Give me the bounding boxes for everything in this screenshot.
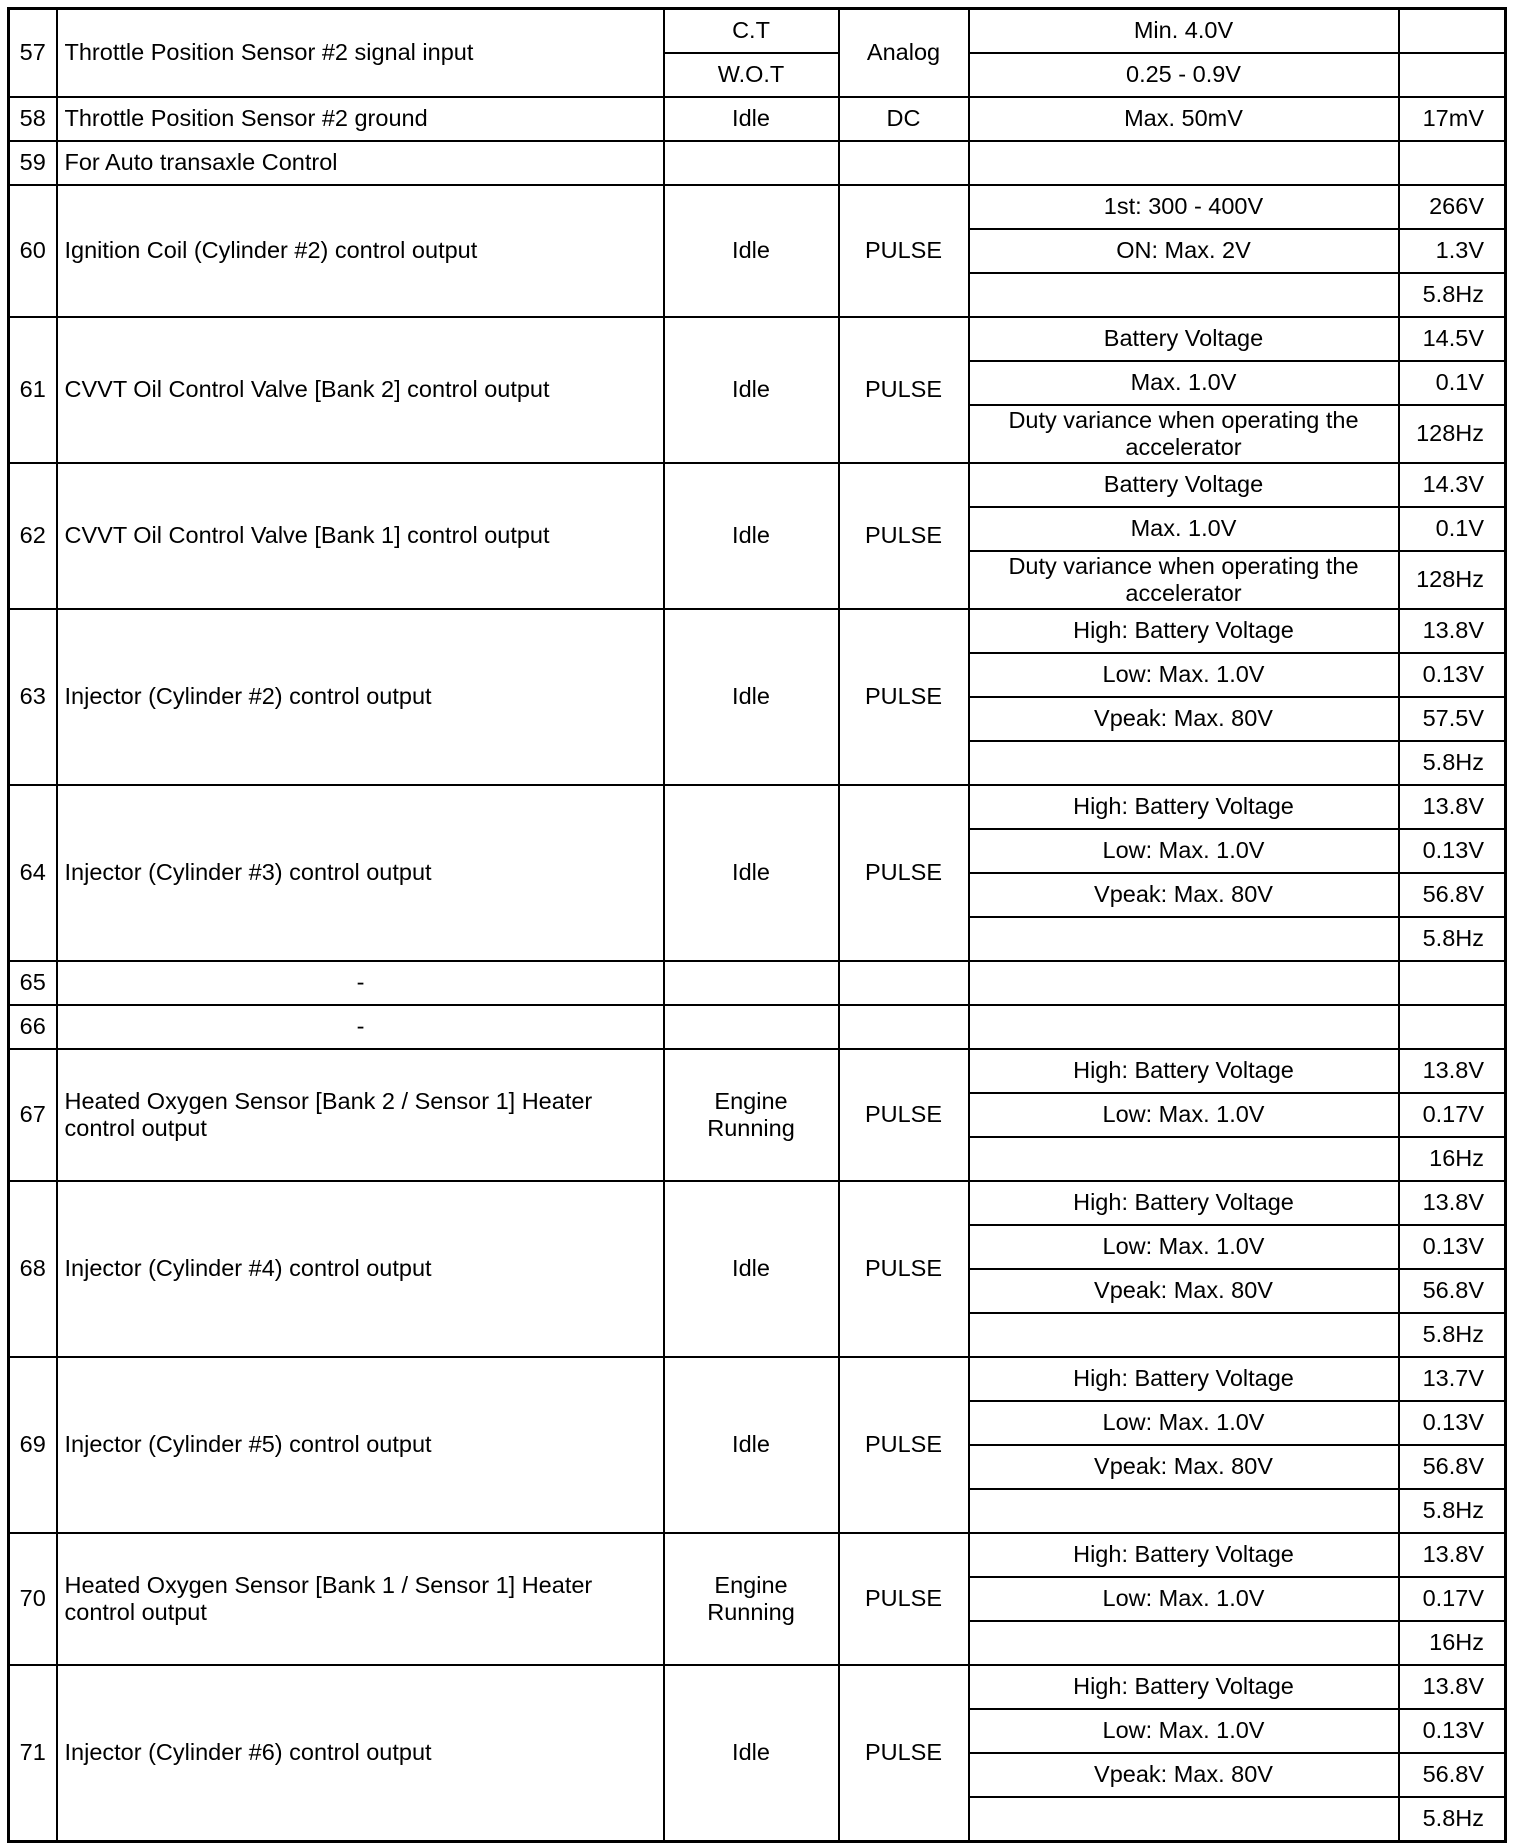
measured-cell: 57.5V xyxy=(1399,697,1506,741)
measured-cell: 0.13V xyxy=(1399,829,1506,873)
pin-number-cell: 62 xyxy=(9,463,57,609)
table-row xyxy=(9,1357,1506,1401)
measured-cell: 5.8Hz xyxy=(1399,1489,1506,1533)
description-cell: CVVT Oil Control Valve [Bank 2] control output xyxy=(57,317,664,463)
measured-cell: 13.7V xyxy=(1399,1357,1506,1401)
spec-cell: Max. 1.0V xyxy=(969,361,1399,405)
pin-number-cell: 66 xyxy=(9,1005,57,1049)
measured-cell: 0.1V xyxy=(1399,361,1506,405)
spec-cell xyxy=(969,1137,1399,1181)
measured-cell: 14.5V xyxy=(1399,317,1506,361)
pin-number-cell: 60 xyxy=(9,185,57,317)
measured-cell: 0.13V xyxy=(1399,1401,1506,1445)
description-cell: Throttle Position Sensor #2 ground xyxy=(57,97,664,141)
spec-cell: ON: Max. 2V xyxy=(969,229,1399,273)
measured-cell: 266V xyxy=(1399,185,1506,229)
pin-number-cell: 59 xyxy=(9,141,57,185)
spec-cell: Vpeak: Max. 80V xyxy=(969,873,1399,917)
measured-cell: 13.8V xyxy=(1399,1181,1506,1225)
table-row xyxy=(9,9,1506,54)
measured-cell: 13.8V xyxy=(1399,785,1506,829)
table-row xyxy=(9,609,1506,653)
spec-cell: Vpeak: Max. 80V xyxy=(969,1445,1399,1489)
spec-cell xyxy=(969,917,1399,961)
measured-cell: 56.8V xyxy=(1399,1445,1506,1489)
condition-cell: Idle xyxy=(664,1665,839,1842)
spec-cell xyxy=(969,1489,1399,1533)
spec-cell: High: Battery Voltage xyxy=(969,1357,1399,1401)
type-cell: PULSE xyxy=(839,609,969,785)
spec-cell xyxy=(969,1005,1399,1049)
condition-cell: Idle xyxy=(664,1181,839,1357)
spec-cell: Low: Max. 1.0V xyxy=(969,1401,1399,1445)
pin-number-cell: 61 xyxy=(9,317,57,463)
spec-cell xyxy=(969,273,1399,317)
table-row xyxy=(9,1181,1506,1225)
condition-cell: Idle xyxy=(664,463,839,609)
spec-cell xyxy=(969,1797,1399,1842)
spec-cell xyxy=(969,1313,1399,1357)
type-cell xyxy=(839,961,969,1005)
measured-cell: 1.3V xyxy=(1399,229,1506,273)
spec-cell: Low: Max. 1.0V xyxy=(969,829,1399,873)
condition-cell xyxy=(664,961,839,1005)
measured-cell xyxy=(1399,961,1506,1005)
spec-cell: Low: Max. 1.0V xyxy=(969,653,1399,697)
spec-cell xyxy=(969,741,1399,785)
measured-cell: 13.8V xyxy=(1399,1665,1506,1709)
measured-cell: 5.8Hz xyxy=(1399,1797,1506,1842)
spec-cell: Battery Voltage xyxy=(969,463,1399,507)
condition-cell: Idle xyxy=(664,317,839,463)
table-row xyxy=(9,1049,1506,1093)
type-cell: DC xyxy=(839,97,969,141)
type-cell: PULSE xyxy=(839,463,969,609)
spec-cell: Duty variance when operating the accelerator xyxy=(969,551,1399,609)
pin-number-cell: 70 xyxy=(9,1533,57,1665)
table-row xyxy=(9,785,1506,829)
spec-cell: Low: Max. 1.0V xyxy=(969,1577,1399,1621)
measured-cell xyxy=(1399,53,1506,97)
spec-cell: High: Battery Voltage xyxy=(969,1665,1399,1709)
measured-cell: 14.3V xyxy=(1399,463,1506,507)
spec-cell: Vpeak: Max. 80V xyxy=(969,1753,1399,1797)
description-cell: Heated Oxygen Sensor [Bank 2 / Sensor 1] Heater control output xyxy=(57,1049,664,1181)
pin-number-cell: 65 xyxy=(9,961,57,1005)
spec-cell: 0.25 - 0.9V xyxy=(969,53,1399,97)
type-cell: Analog xyxy=(839,9,969,98)
spec-cell: Max. 50mV xyxy=(969,97,1399,141)
description-cell: Injector (Cylinder #3) control output xyxy=(57,785,664,961)
type-cell: PULSE xyxy=(839,1665,969,1842)
description-cell: Injector (Cylinder #2) control output xyxy=(57,609,664,785)
measured-cell: 13.8V xyxy=(1399,609,1506,653)
description-cell: Injector (Cylinder #5) control output xyxy=(57,1357,664,1533)
spec-cell: Low: Max. 1.0V xyxy=(969,1225,1399,1269)
spec-cell: Duty variance when operating the accelerator xyxy=(969,405,1399,463)
description-cell: CVVT Oil Control Valve [Bank 1] control output xyxy=(57,463,664,609)
type-cell: PULSE xyxy=(839,185,969,317)
measured-cell: 0.13V xyxy=(1399,1709,1506,1753)
ecm-pin-table xyxy=(7,7,1507,1843)
table-row xyxy=(9,463,1506,507)
pin-table-body xyxy=(9,9,1506,1842)
measured-cell: 56.8V xyxy=(1399,873,1506,917)
type-cell: PULSE xyxy=(839,1533,969,1665)
spec-cell: Min. 4.0V xyxy=(969,9,1399,54)
description-cell: - xyxy=(57,1005,664,1049)
description-cell: Injector (Cylinder #4) control output xyxy=(57,1181,664,1357)
measured-cell: 16Hz xyxy=(1399,1621,1506,1665)
measured-cell: 5.8Hz xyxy=(1399,273,1506,317)
spec-cell: High: Battery Voltage xyxy=(969,1181,1399,1225)
spec-cell xyxy=(969,961,1399,1005)
description-cell: Heated Oxygen Sensor [Bank 1 / Sensor 1] Heater control output xyxy=(57,1533,664,1665)
type-cell xyxy=(839,1005,969,1049)
measured-cell: 56.8V xyxy=(1399,1269,1506,1313)
type-cell: PULSE xyxy=(839,1049,969,1181)
condition-cell: Engine Running xyxy=(664,1049,839,1181)
table-row xyxy=(9,185,1506,229)
measured-cell: 0.17V xyxy=(1399,1577,1506,1621)
pin-number-cell: 71 xyxy=(9,1665,57,1842)
pin-table-container xyxy=(7,7,1507,1843)
condition-cell xyxy=(664,1005,839,1049)
table-row xyxy=(9,317,1506,361)
condition-cell xyxy=(664,141,839,185)
spec-cell: High: Battery Voltage xyxy=(969,785,1399,829)
spec-cell: Max. 1.0V xyxy=(969,507,1399,551)
type-cell: PULSE xyxy=(839,785,969,961)
condition-cell: Idle xyxy=(664,97,839,141)
pin-number-cell: 64 xyxy=(9,785,57,961)
description-cell: Injector (Cylinder #6) control output xyxy=(57,1665,664,1842)
measured-cell: 5.8Hz xyxy=(1399,1313,1506,1357)
type-cell: PULSE xyxy=(839,317,969,463)
table-row xyxy=(9,141,1506,185)
table-row xyxy=(9,961,1506,1005)
table-row xyxy=(9,1665,1506,1709)
spec-cell: Low: Max. 1.0V xyxy=(969,1709,1399,1753)
measured-cell: 13.8V xyxy=(1399,1049,1506,1093)
measured-cell xyxy=(1399,141,1506,185)
description-cell: Ignition Coil (Cylinder #2) control output xyxy=(57,185,664,317)
spec-cell: High: Battery Voltage xyxy=(969,609,1399,653)
type-cell: PULSE xyxy=(839,1181,969,1357)
type-cell: PULSE xyxy=(839,1357,969,1533)
table-row xyxy=(9,1533,1506,1577)
measured-cell: 0.17V xyxy=(1399,1093,1506,1137)
measured-cell xyxy=(1399,9,1506,54)
spec-cell xyxy=(969,141,1399,185)
pin-number-cell: 58 xyxy=(9,97,57,141)
spec-cell: High: Battery Voltage xyxy=(969,1533,1399,1577)
condition-cell: Idle xyxy=(664,785,839,961)
condition-cell: C.T xyxy=(664,9,839,54)
spec-cell: 1st: 300 - 400V xyxy=(969,185,1399,229)
measured-cell: 56.8V xyxy=(1399,1753,1506,1797)
pin-number-cell: 69 xyxy=(9,1357,57,1533)
spec-cell: Vpeak: Max. 80V xyxy=(969,697,1399,741)
spec-cell xyxy=(969,1621,1399,1665)
measured-cell: 0.1V xyxy=(1399,507,1506,551)
description-cell: - xyxy=(57,961,664,1005)
condition-cell: Engine Running xyxy=(664,1533,839,1665)
description-cell: Throttle Position Sensor #2 signal input xyxy=(57,9,664,98)
measured-cell xyxy=(1399,1005,1506,1049)
condition-cell: Idle xyxy=(664,1357,839,1533)
measured-cell: 0.13V xyxy=(1399,1225,1506,1269)
pin-number-cell: 68 xyxy=(9,1181,57,1357)
type-cell xyxy=(839,141,969,185)
spec-cell: High: Battery Voltage xyxy=(969,1049,1399,1093)
condition-cell: Idle xyxy=(664,609,839,785)
pin-number-cell: 63 xyxy=(9,609,57,785)
measured-cell: 128Hz xyxy=(1399,551,1506,609)
measured-cell: 0.13V xyxy=(1399,653,1506,697)
pin-number-cell: 57 xyxy=(9,9,57,98)
pin-number-cell: 67 xyxy=(9,1049,57,1181)
measured-cell: 17mV xyxy=(1399,97,1506,141)
description-cell: For Auto transaxle Control xyxy=(57,141,664,185)
condition-cell: W.O.T xyxy=(664,53,839,97)
spec-cell: Vpeak: Max. 80V xyxy=(969,1269,1399,1313)
measured-cell: 13.8V xyxy=(1399,1533,1506,1577)
table-row xyxy=(9,97,1506,141)
measured-cell: 5.8Hz xyxy=(1399,741,1506,785)
condition-cell: Idle xyxy=(664,185,839,317)
measured-cell: 128Hz xyxy=(1399,405,1506,463)
spec-cell: Low: Max. 1.0V xyxy=(969,1093,1399,1137)
table-row xyxy=(9,1005,1506,1049)
measured-cell: 16Hz xyxy=(1399,1137,1506,1181)
spec-cell: Battery Voltage xyxy=(969,317,1399,361)
measured-cell: 5.8Hz xyxy=(1399,917,1506,961)
